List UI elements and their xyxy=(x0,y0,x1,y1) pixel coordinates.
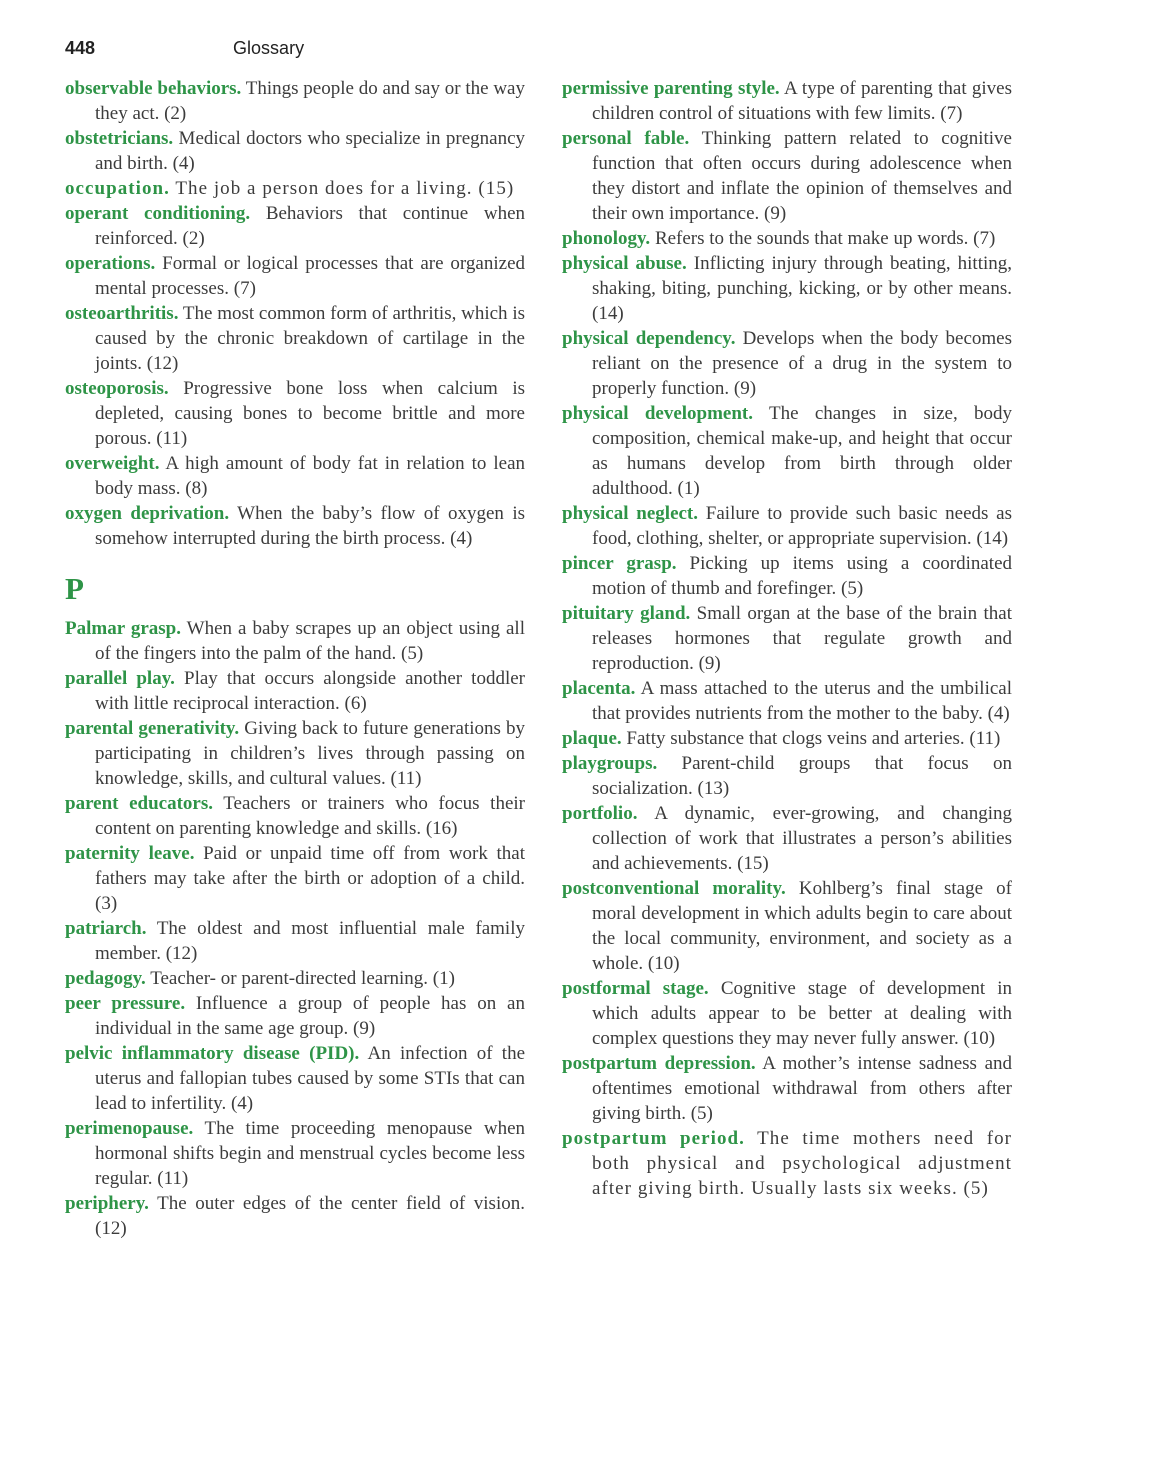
glossary-entry xyxy=(65,451,525,501)
left-column xyxy=(65,76,525,1241)
glossary-entry xyxy=(65,991,525,1041)
glossary-entry xyxy=(562,601,1012,676)
glossary-definition: Inflicting injury through beating, hitting, shaking, biting, punching, kicking, or by other means. (14) xyxy=(592,253,1013,324)
glossary-entry xyxy=(65,251,525,301)
glossary-term: obstetricians. xyxy=(65,128,174,149)
glossary-term: physical dependency. xyxy=(562,328,736,349)
glossary-entry xyxy=(65,1191,525,1241)
glossary-definition: The changes in size, body composition, chemical make-up, and height that occur as humans develop from birth through older adulthood. (1) xyxy=(592,403,1012,499)
glossary-definition: Cognitive stage of development in which adults appear to be better at dealing with complex questions they may never fully answer. (10) xyxy=(592,978,1013,1049)
glossary-entry xyxy=(562,226,1012,251)
glossary-entry xyxy=(562,501,1012,551)
glossary-entry xyxy=(65,916,525,966)
glossary-entry xyxy=(65,176,525,201)
glossary-definition: A mother’s intense sadness and oftentimes emotional withdrawal from others after giving birth. (5) xyxy=(592,1053,1013,1124)
glossary-term: playgroups. xyxy=(562,753,658,774)
glossary-entry xyxy=(65,201,525,251)
glossary-definition: Teachers or trainers who focus their content on parenting knowledge and skills. (16) xyxy=(95,793,525,839)
glossary-term: observable behaviors. xyxy=(65,78,242,99)
glossary-term: physical abuse. xyxy=(562,253,687,274)
page-header xyxy=(65,38,1149,58)
glossary-entry xyxy=(65,716,525,791)
glossary-term: paternity leave. xyxy=(65,843,195,864)
right-column xyxy=(562,76,1012,1201)
glossary-definition: The time mothers need for both physical and psychological adjustment after giving birth. Usually lasts six weeks. (5) xyxy=(592,1128,1012,1199)
glossary-definition: Fatty substance that clogs veins and arteries. (11) xyxy=(626,728,1001,749)
glossary-term: phonology. xyxy=(562,228,651,249)
glossary-entry xyxy=(65,126,525,176)
glossary-term: overweight. xyxy=(65,453,160,474)
glossary-definition: Medical doctors who specialize in pregnancy and birth. (4) xyxy=(95,128,525,174)
glossary-term: pedagogy. xyxy=(65,968,146,989)
glossary-definition: Behaviors that continue when reinforced. (2) xyxy=(95,203,525,249)
page-number: 448 xyxy=(65,38,96,58)
glossary-definition: Picking up items using a coordinated motion of thumb and forefinger. (5) xyxy=(592,553,1013,599)
glossary-definition: Progressive bone loss when calcium is depleted, causing bones to become brittle and more porous. (11) xyxy=(95,378,525,449)
glossary-definition: An infection of the uterus and fallopian tubes caused by some STIs that can lead to infertility. (4) xyxy=(95,1043,526,1114)
glossary-term: postpartum period. xyxy=(562,1128,745,1149)
glossary-term: portfolio. xyxy=(562,803,638,824)
glossary-definition: Things people do and say or the way they act. (2) xyxy=(95,78,525,124)
glossary-definition: Formal or logical processes that are organized mental processes. (7) xyxy=(95,253,525,299)
glossary-entry xyxy=(562,1051,1012,1126)
glossary-definition: Refers to the sounds that make up words. (7) xyxy=(654,228,996,249)
glossary-term: parental generativity. xyxy=(65,718,240,739)
glossary-definition: Develops when the body becomes reliant on the presence of a drug in the system to properly function. (9) xyxy=(592,328,1012,399)
glossary-term: physical neglect. xyxy=(562,503,699,524)
glossary-entry xyxy=(562,551,1012,601)
glossary-term: personal fable. xyxy=(562,128,690,149)
glossary-definition: Small organ at the base of the brain that releases hormones that regulate growth and reproduction. (9) xyxy=(592,603,1012,674)
glossary-entry xyxy=(562,76,1012,126)
glossary-term: placenta. xyxy=(562,678,636,699)
glossary-entry xyxy=(65,666,525,716)
glossary-term: parallel play. xyxy=(65,668,175,689)
glossary-term: occupation. xyxy=(65,178,170,199)
glossary-term: periphery. xyxy=(65,1193,149,1214)
glossary-entry xyxy=(562,751,1012,801)
glossary-term: physical development. xyxy=(562,403,754,424)
glossary-definition: A high amount of body fat in relation to lean body mass. (8) xyxy=(95,453,526,499)
glossary-entry xyxy=(65,1041,525,1116)
glossary-entry xyxy=(65,376,525,451)
glossary-definition: Teacher- or parent-directed learning. (1) xyxy=(150,968,455,989)
glossary-definition: A dynamic, ever-growing, and changing collection of work that illustrates a person’s abilities and achievements. (15) xyxy=(592,803,1012,874)
glossary-definition: A type of parenting that gives children control of situations with few limits. (7) xyxy=(592,78,1013,124)
glossary-entry xyxy=(65,791,525,841)
glossary-definition: The time proceeding menopause when hormonal shifts begin and menstrual cycles become less regular. (11) xyxy=(95,1118,525,1189)
glossary-entry xyxy=(65,76,525,126)
glossary-term: parent educators. xyxy=(65,793,213,814)
glossary-entry xyxy=(65,301,525,376)
glossary-entry xyxy=(562,126,1012,226)
two-column-layout xyxy=(65,76,1149,1241)
glossary-definition: Failure to provide such basic needs as food, clothing, shelter, or appropriate supervision. (14) xyxy=(592,503,1013,549)
glossary-definition: The job a person does for a living. (15) xyxy=(175,178,515,199)
glossary-entry xyxy=(562,326,1012,401)
glossary-entry xyxy=(562,876,1012,976)
glossary-entry xyxy=(65,1116,525,1191)
glossary-term: Palmar grasp. xyxy=(65,618,181,639)
glossary-term: postpartum depression. xyxy=(562,1053,756,1074)
glossary-definition: When the baby’s flow of oxygen is somehow interrupted during the birth process. (4) xyxy=(95,503,525,549)
glossary-term: pelvic inflammatory disease (PID). xyxy=(65,1043,360,1064)
glossary-term: plaque. xyxy=(562,728,622,749)
running-header-title: Glossary xyxy=(233,38,305,58)
glossary-definition: A mass attached to the uterus and the umbilical that provides nutrients from the mother to the baby. (4) xyxy=(592,678,1013,724)
glossary-entry xyxy=(65,501,525,551)
glossary-entry xyxy=(562,676,1012,726)
glossary-entry xyxy=(562,801,1012,876)
glossary-entry xyxy=(65,841,525,916)
glossary-term: operations. xyxy=(65,253,156,274)
glossary-entry xyxy=(562,401,1012,501)
glossary-definition: Influence a group of people has on an individual in the same age group. (9) xyxy=(95,993,525,1039)
glossary-entry xyxy=(562,726,1012,751)
glossary-term: postformal stage. xyxy=(562,978,709,999)
glossary-definition: When a baby scrapes up an object using all of the fingers into the palm of the hand. (5) xyxy=(95,618,525,664)
glossary-definition: The outer edges of the center field of vision. (12) xyxy=(95,1193,525,1239)
glossary-definition: The most common form of arthritis, which is caused by the chronic breakdown of cartilage in the joints. (12) xyxy=(95,303,525,374)
glossary-entry xyxy=(562,251,1012,326)
glossary-term: peer pressure. xyxy=(65,993,186,1014)
glossary-term: osteoporosis. xyxy=(65,378,169,399)
glossary-term: operant conditioning. xyxy=(65,203,251,224)
glossary-term: pincer grasp. xyxy=(562,553,677,574)
glossary-term: osteoarthritis. xyxy=(65,303,179,324)
glossary-definition: Kohlberg’s final stage of moral development in which adults begin to care about the local community, environment, and society as a whole. (10) xyxy=(592,878,1012,974)
glossary-term: permissive parenting style. xyxy=(562,78,780,99)
glossary-term: perimenopause. xyxy=(65,1118,194,1139)
glossary-definition: Giving back to future generations by participating in children’s lives through passing on knowledge, skills, and cultural values. (11) xyxy=(95,718,526,789)
glossary-entry xyxy=(65,966,525,991)
glossary-definition: Thinking pattern related to cognitive function that often occurs during adolescence when they distort and inflate the opinion of themselves and their own importance. (9) xyxy=(592,128,1012,224)
glossary-entry xyxy=(562,1126,1012,1201)
glossary-definition: The oldest and most influential male family member. (12) xyxy=(95,918,525,964)
glossary-entry xyxy=(562,976,1012,1051)
glossary-term: postconventional morality. xyxy=(562,878,786,899)
glossary-definition: Parent-child groups that focus on socialization. (13) xyxy=(592,753,1012,799)
glossary-definition: Play that occurs alongside another toddler with little reciprocal interaction. (6) xyxy=(95,668,525,714)
glossary-term: pituitary gland. xyxy=(562,603,691,624)
section-letter-P: P xyxy=(65,571,84,606)
glossary-term: oxygen deprivation. xyxy=(65,503,230,524)
glossary-term: patriarch. xyxy=(65,918,147,939)
glossary-entry xyxy=(65,616,525,666)
glossary-definition: Paid or unpaid time off from work that fathers may take after the birth or adoption of a child. (3) xyxy=(95,843,526,914)
